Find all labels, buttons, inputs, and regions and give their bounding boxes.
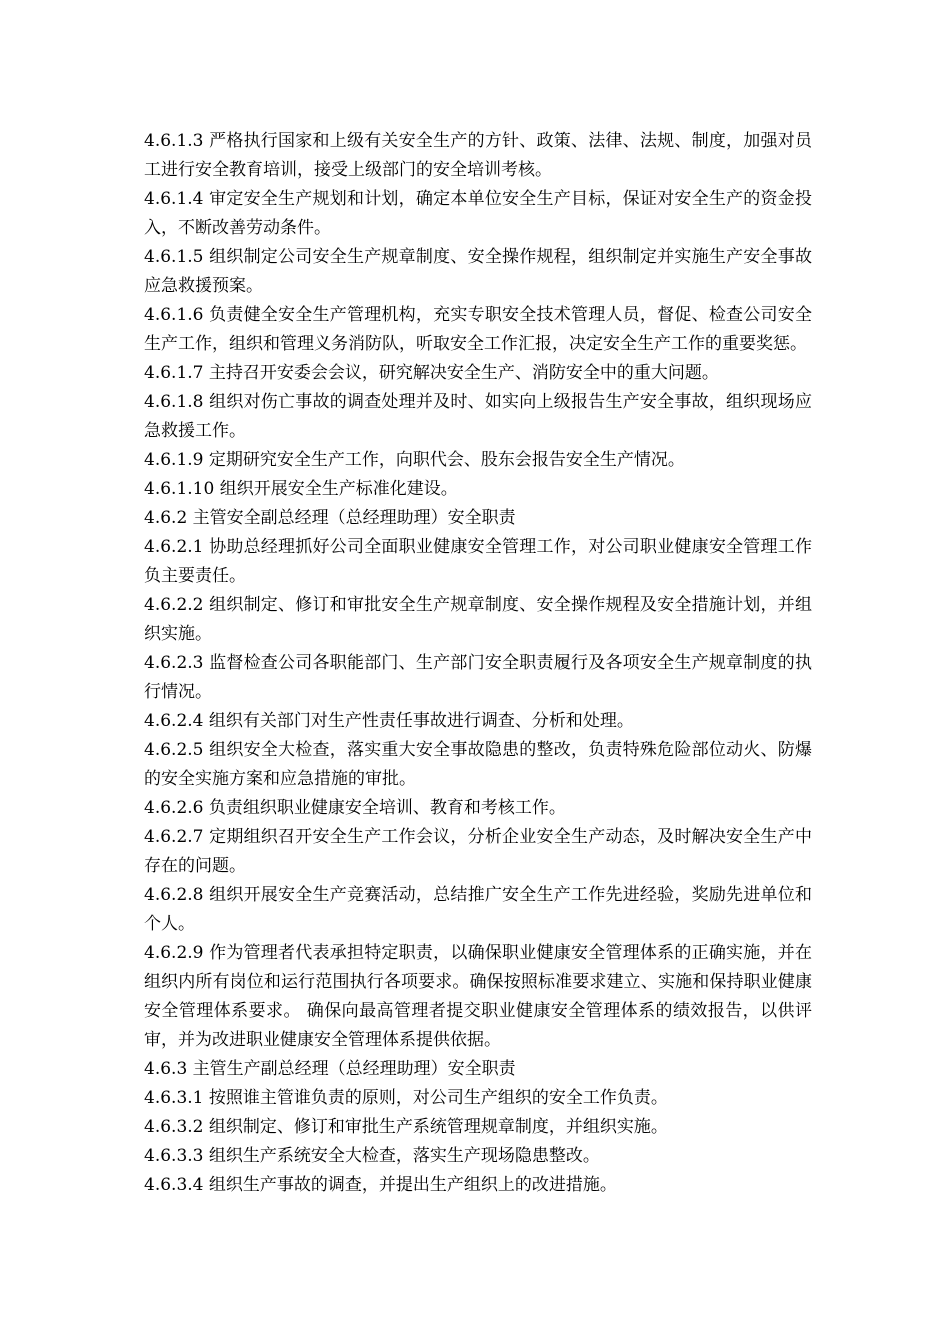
paragraph-4-6-2-1: 4.6.2.1 协助总经理抓好公司全面职业健康安全管理工作，对公司职业健康安全管理工作负主要责任。 <box>144 537 812 586</box>
paragraph-4-6-3-1: 4.6.3.1 按照谁主管谁负责的原则，对公司生产组织的安全工作负责。 <box>144 1088 668 1108</box>
section-heading-4-6-2: 4.6.2 主管安全副总经理（总经理助理）安全职责 <box>144 508 516 528</box>
paragraph-4-6-1-8: 4.6.1.8 组织对伤亡事故的调查处理并及时、如实向上级报告生产安全事故，组织现场应急救援工作。 <box>144 392 812 441</box>
paragraph-4-6-1-6: 4.6.1.6 负责健全安全生产管理机构，充实专职安全技术管理人员，督促、检查公司安全生产工作，组织和管理义务消防队，听取安全工作汇报，决定安全生产工作的重要奖惩。 <box>144 305 812 354</box>
paragraph-4-6-1-3: 4.6.1.3 严格执行国家和上级有关安全生产的方针、政策、法律、法规、制度，加强对员工进行安全教育培训，接受上级部门的安全培训考核。 <box>144 131 812 180</box>
paragraph-4-6-2-8: 4.6.2.8 组织开展安全生产竞赛活动，总结推广安全生产工作先进经验，奖励先进单位和个人。 <box>144 885 812 934</box>
section-heading-4-6-3: 4.6.3 主管生产副总经理（总经理助理）安全职责 <box>144 1059 516 1079</box>
paragraph-4-6-3-3: 4.6.3.3 组织生产系统安全大检查，落实生产现场隐患整改。 <box>144 1146 600 1166</box>
paragraph-4-6-1-9: 4.6.1.9 定期研究安全生产工作，向职代会、股东会报告安全生产情况。 <box>144 450 685 470</box>
paragraph-4-6-1-7: 4.6.1.7 主持召开安委会会议，研究解决安全生产、消防安全中的重大问题。 <box>144 363 719 383</box>
paragraph-4-6-2-6: 4.6.2.6 负责组织职业健康安全培训、教育和考核工作。 <box>144 798 566 818</box>
paragraph-4-6-3-2: 4.6.3.2 组织制定、修订和审批生产系统管理规章制度，并组织实施。 <box>144 1117 668 1137</box>
document-body <box>144 127 812 1200</box>
paragraph-4-6-2-3: 4.6.2.3 监督检查公司各职能部门、生产部门安全职责履行及各项安全生产规章制度的执行情况。 <box>144 653 812 702</box>
paragraph-4-6-1-10: 4.6.1.10 组织开展安全生产标准化建设。 <box>144 479 458 499</box>
paragraph-4-6-1-5: 4.6.1.5 组织制定公司安全生产规章制度、安全操作规程，组织制定并实施生产安全事故应急救援预案。 <box>144 247 812 296</box>
paragraph-4-6-2-7: 4.6.2.7 定期组织召开安全生产工作会议，分析企业安全生产动态，及时解决安全生产中存在的问题。 <box>144 827 812 876</box>
paragraph-4-6-1-4: 4.6.1.4 审定安全生产规划和计划，确定本单位安全生产目标，保证对安全生产的资金投入，不断改善劳动条件。 <box>144 189 812 238</box>
paragraph-4-6-2-2: 4.6.2.2 组织制定、修订和审批安全生产规章制度、安全操作规程及安全措施计划，并组织实施。 <box>144 595 812 644</box>
paragraph-4-6-2-4: 4.6.2.4 组织有关部门对生产性责任事故进行调查、分析和处理。 <box>144 711 634 731</box>
paragraph-4-6-2-5: 4.6.2.5 组织安全大检查，落实重大安全事故隐患的整改，负责特殊危险部位动火、防爆的安全实施方案和应急措施的审批。 <box>144 740 812 789</box>
paragraph-4-6-3-4: 4.6.3.4 组织生产事故的调查，并提出生产组织上的改进措施。 <box>144 1175 617 1195</box>
paragraph-4-6-2-9: 4.6.2.9 作为管理者代表承担特定职责，以确保职业健康安全管理体系的正确实施，并在组织内所有岗位和运行范围执行各项要求。确保按照标准要求建立、实施和保持职业健康安全管理体系要求。 确保向最高管理者提交职业健康安全管理体系的绩效报告，以供评审，并为改进职业健康安全管理体系提供依据。 <box>144 943 812 1050</box>
